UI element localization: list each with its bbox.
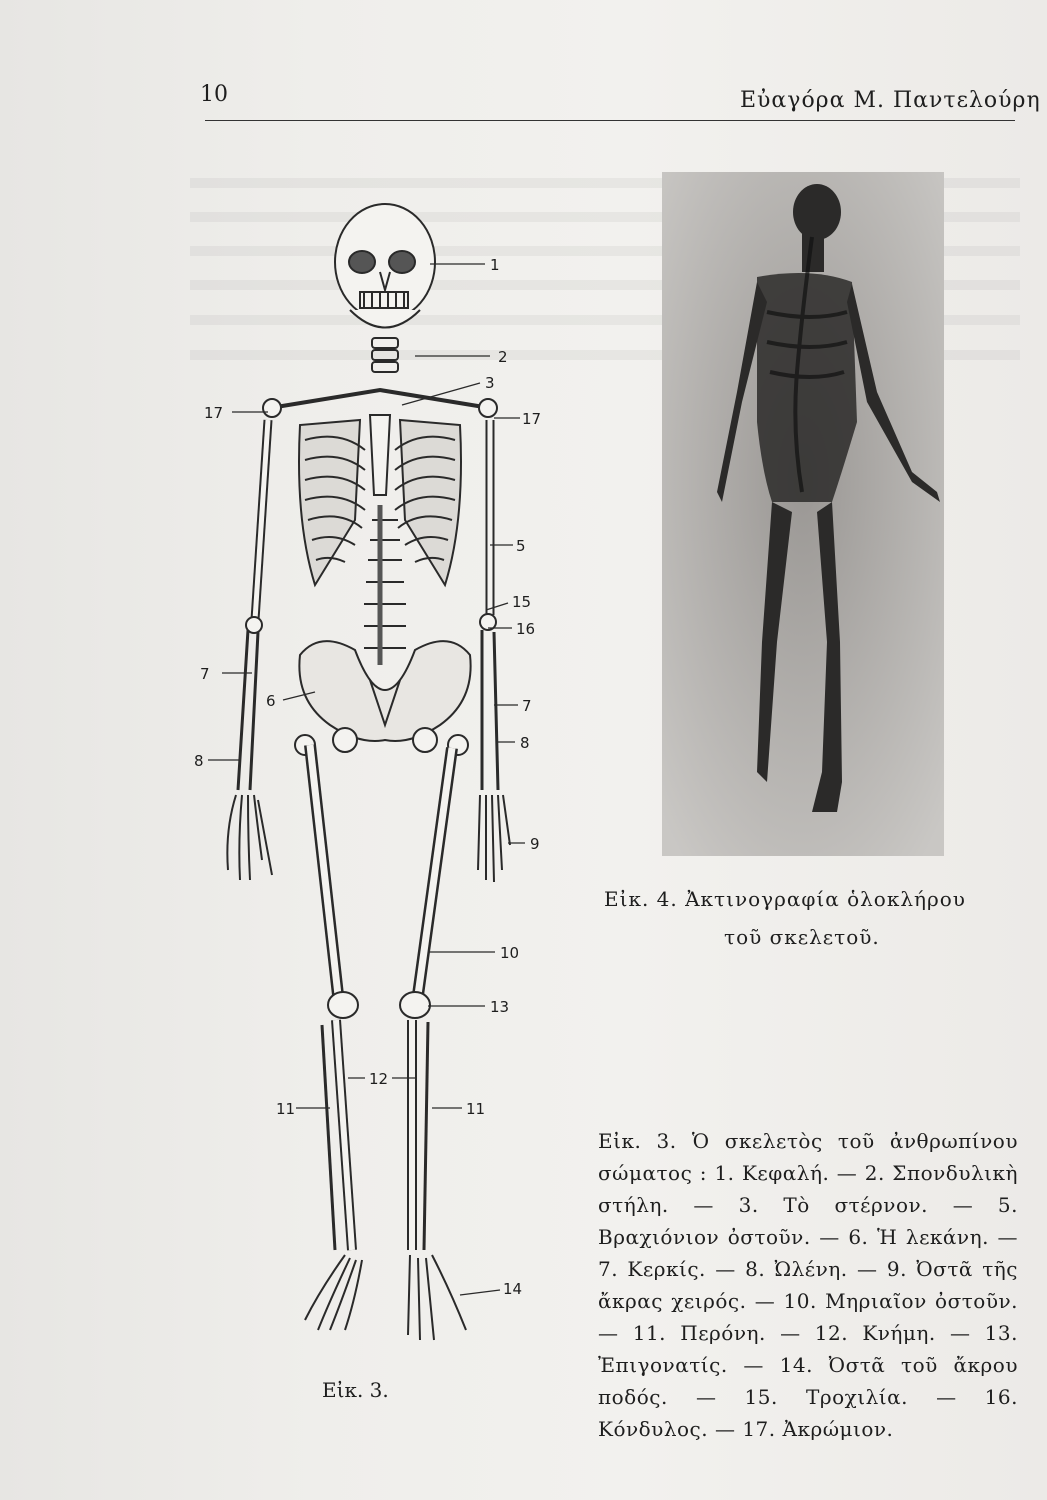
callout-label: 7	[522, 697, 532, 715]
figure4-caption-line1: Εἰκ. 4. Ἀκτινογραφία ὁλοκλήρου	[604, 887, 966, 911]
callout-label: 6	[266, 692, 276, 710]
callout-label: 3	[485, 374, 495, 392]
callout-label: 13	[490, 998, 510, 1016]
page-number: 10	[200, 82, 228, 107]
callout-label: 12	[369, 1070, 389, 1088]
figure4-caption	[604, 880, 1024, 956]
callout-label: 8	[194, 752, 204, 770]
callout-label: 14	[503, 1280, 523, 1298]
callout-label: 11	[276, 1100, 296, 1118]
header-rule	[205, 120, 1015, 121]
callout-label: 8	[520, 734, 530, 752]
callout-label: 9	[530, 835, 540, 853]
callout-label: 7	[200, 665, 210, 683]
xray-photograph	[662, 172, 944, 856]
callout-label: 10	[500, 944, 520, 962]
callout-label: 11	[466, 1100, 486, 1118]
running-header-author: Εὐαγόρα Μ. Παντελούρη	[740, 88, 1041, 113]
callout-label: 1	[490, 256, 500, 274]
callout-label: 2	[498, 348, 508, 366]
callout-label: 15	[512, 593, 532, 611]
callout-label: 17	[522, 410, 542, 428]
figure3-caption: Εἰκ. 3. Ὁ σκελετὸς τοῦ ἀνθρωπίνου σώματος : 1. Κεφαλή. — 2. Σπονδυλικὴ στήλη. — 3. Τὸ στέρνον. — 5. Βραχιόνιον ὀστοῦν. — 6. Ἡ λεκάνη. — 7. Κερκίς. — 8. Ὠλένη. — 9. Ὀστᾶ τῆς ἄκρας χειρός. — 10. Μηριαῖον ὀστοῦν. — 11. Περόνη. — 12. Κνήμη. — 13. Ἐπιγονατίς. — 14. Ὀστᾶ τοῦ ἄκρου ποδός. — 15. Τροχιλία. — 16. Κόνδυλος. — 17. Ἀκρώμιον.	[598, 1129, 1018, 1441]
figure3-label: Εἰκ. 3.	[322, 1378, 389, 1402]
xray-image	[662, 172, 944, 856]
figure4-caption-line2: τοῦ σκελετοῦ.	[724, 925, 880, 949]
callout-label: 17	[204, 404, 224, 422]
skeleton-illustration	[180, 190, 560, 1370]
callout-label: 5	[516, 537, 526, 555]
callout-label: 16	[516, 620, 536, 638]
